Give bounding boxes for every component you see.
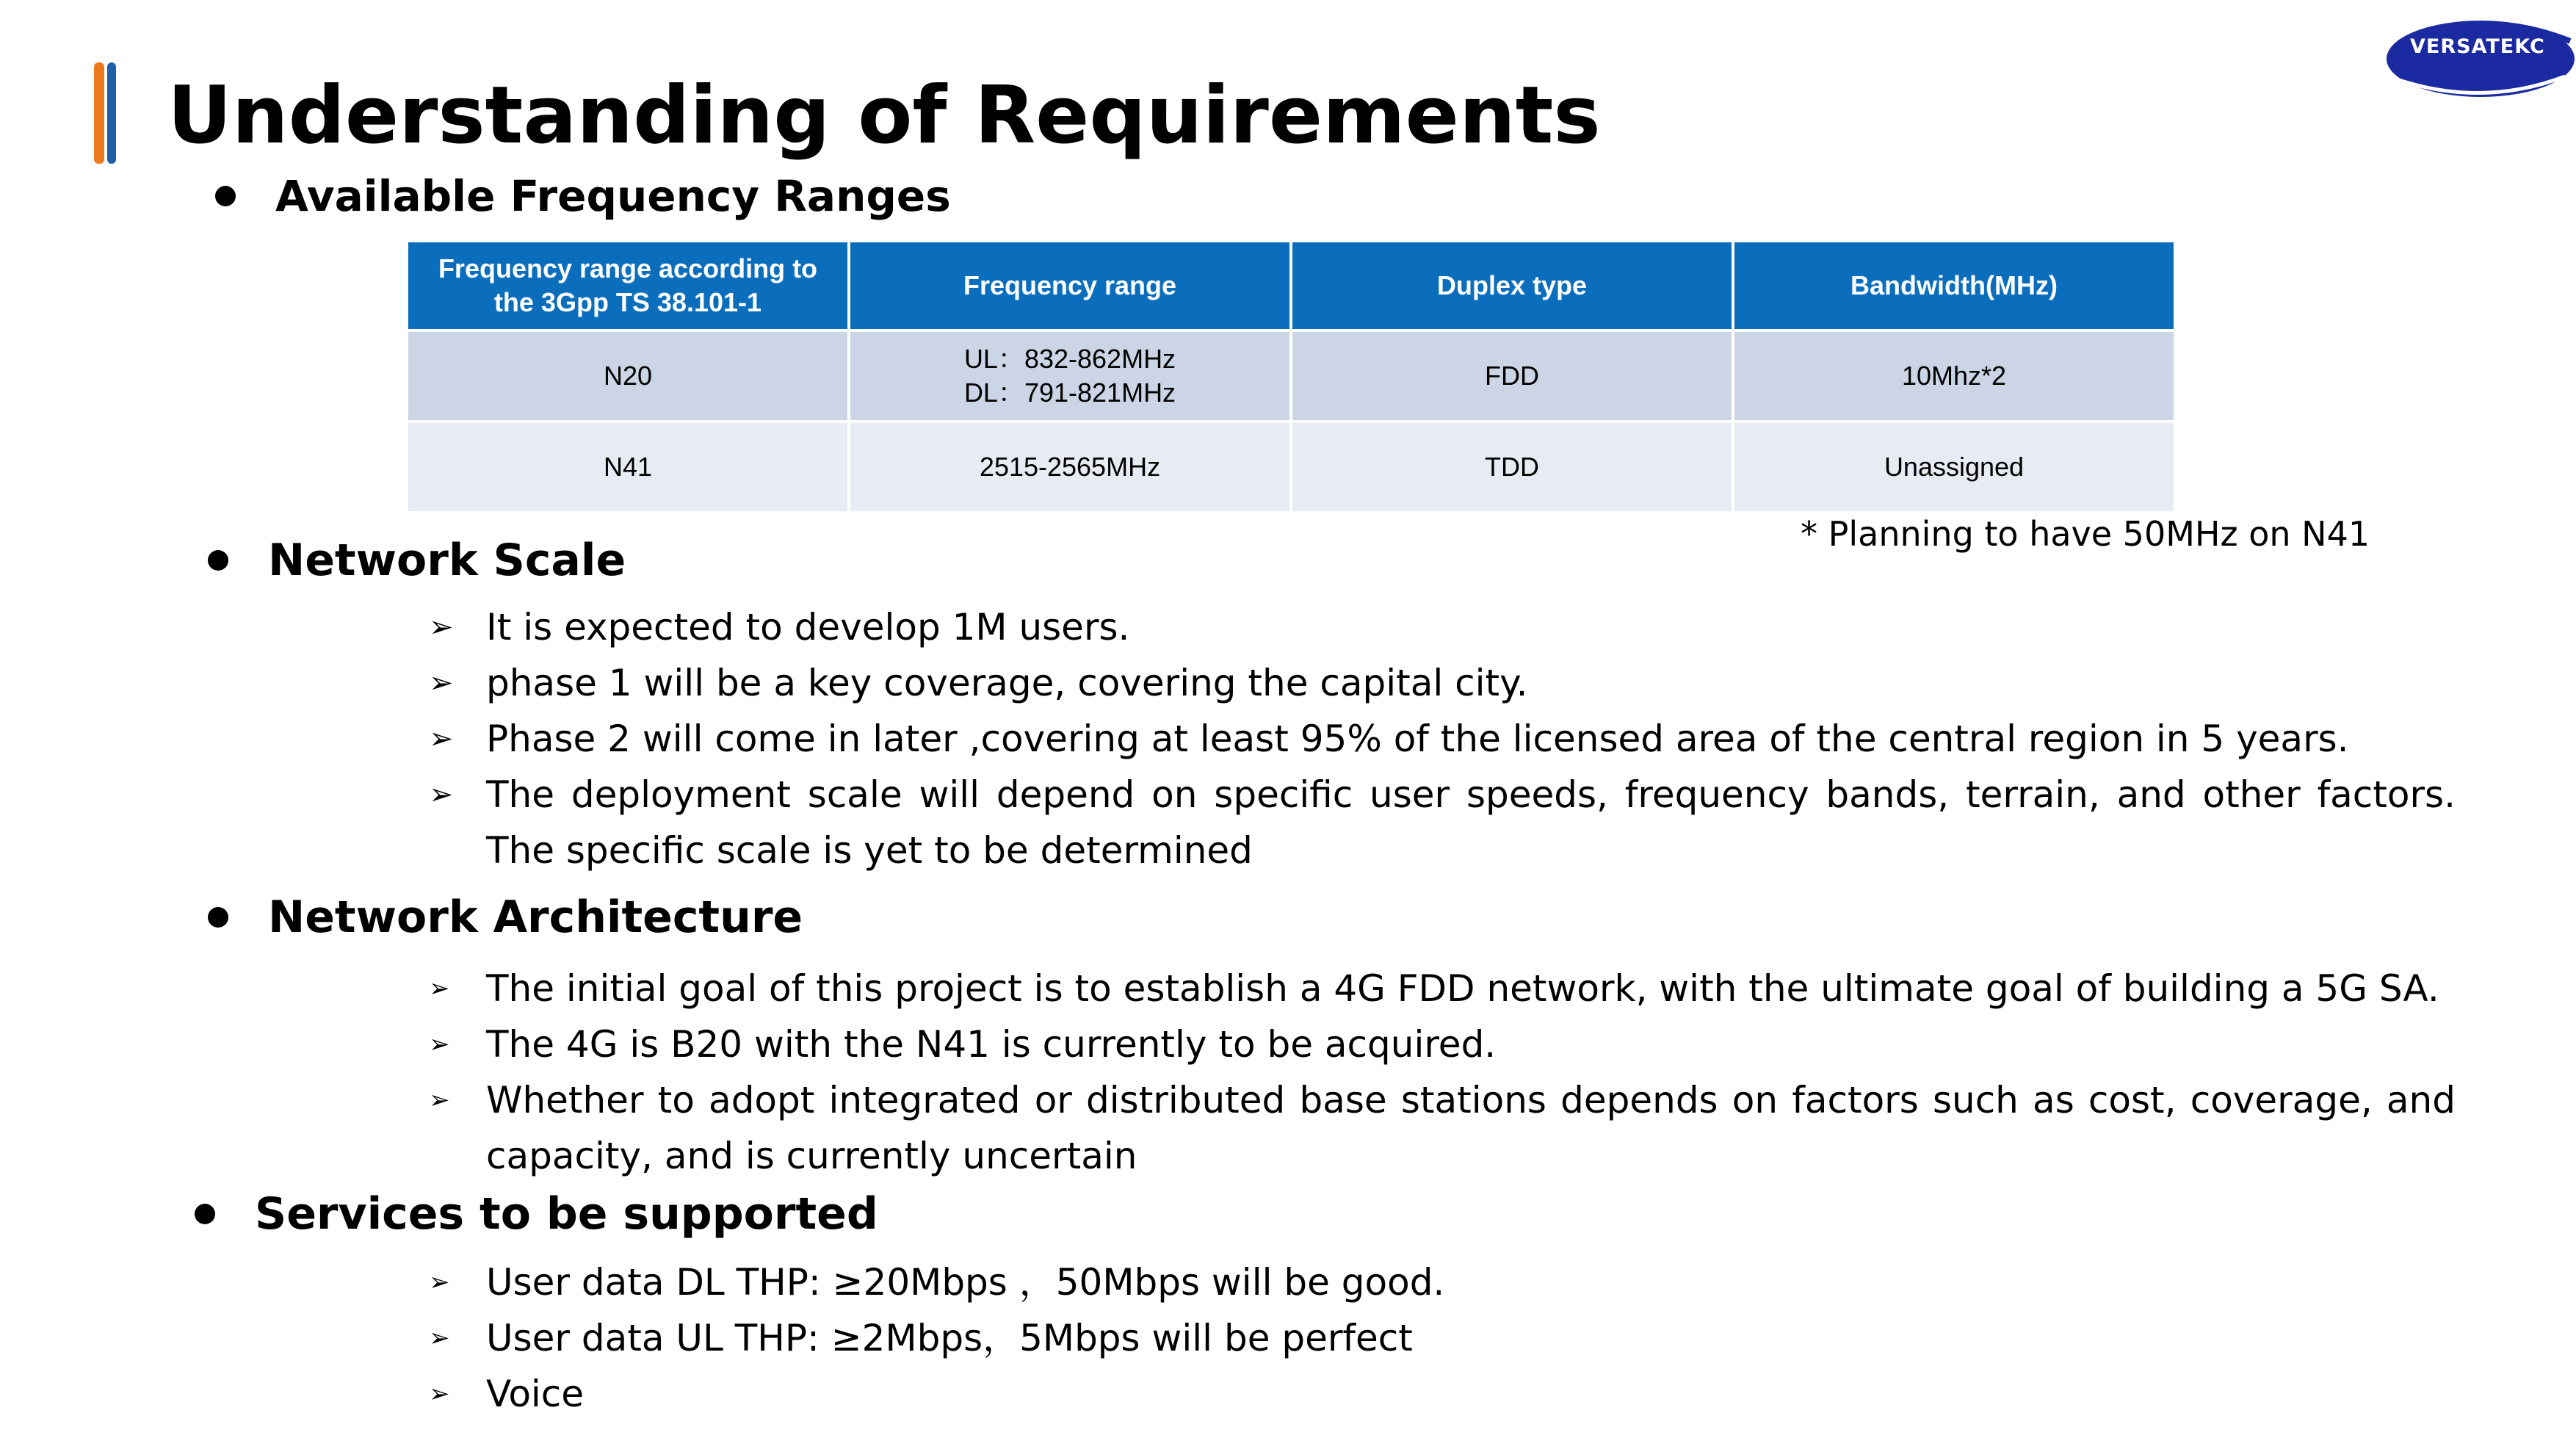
- bullet-dot: [208, 907, 228, 928]
- table-row: [408, 423, 2174, 511]
- table-cell-range: [850, 332, 1289, 420]
- bullet-dot: [208, 550, 228, 571]
- arrow-bullet-icon: ➢: [429, 666, 454, 700]
- arrow-bullet-icon: ➢: [429, 778, 454, 812]
- table-header-cell: Bandwidth(MHz): [1734, 242, 2174, 329]
- list-item-text: User data DL THP: ≥20Mbps ，50Mbps will be good.: [486, 1261, 1445, 1304]
- section-network-architecture: [208, 892, 803, 943]
- list-item-text: phase 1 will be a key coverage, covering the capital city.: [486, 662, 1528, 704]
- table-row: [408, 332, 2174, 420]
- list-item: [429, 655, 2456, 711]
- table-cell-duplex: TDD: [1292, 423, 1732, 511]
- list-item: [429, 1072, 2456, 1184]
- section-heading: Network Architecture: [268, 892, 803, 943]
- frequency-table: [405, 239, 2177, 514]
- list-item-text: The deployment scale will depend on specific user speeds, frequency bands, terrain, and other factors. The specific scale is yet to be determined: [486, 773, 2456, 872]
- section-heading: Available Frequency Ranges: [275, 171, 951, 221]
- arrow-bullet-icon: ➢: [429, 1323, 450, 1353]
- table-header-cell: Frequency range according to the 3Gpp TS 38.101-1: [408, 242, 847, 329]
- list-item: [429, 1310, 2456, 1366]
- list-item: [429, 767, 2456, 878]
- section-network-scale: [208, 535, 626, 586]
- network-architecture-list: [429, 961, 2456, 1184]
- section-frequency-ranges: [215, 171, 951, 221]
- table-cell-bandwidth: Unassigned: [1734, 423, 2174, 511]
- list-item-text: Voice: [486, 1373, 585, 1415]
- list-item-text: The 4G is B20 with the N41 is currently to be acquired.: [486, 1023, 1497, 1066]
- section-heading: Network Scale: [268, 535, 626, 586]
- list-item-text: Whether to adopt integrated or distributed base stations depends on factors such as cost, coverage, and capacity, and is currently uncertain: [486, 1079, 2456, 1177]
- list-item: [429, 711, 2456, 767]
- list-item: [429, 961, 2456, 1016]
- bullet-dot: [215, 186, 236, 206]
- list-item-text: The initial goal of this project is to establish a 4G FDD network, with the ultimate goal of building a 5G SA.: [486, 967, 2439, 1010]
- table-cell-band: N41: [408, 423, 847, 511]
- table-cell-range: 2515-2565MHz: [850, 423, 1289, 511]
- arrow-bullet-icon: ➢: [429, 610, 454, 644]
- table-cell-range-ul: UL：832-862MHz: [963, 344, 1176, 374]
- page-title: Understanding of Requirements: [167, 70, 1601, 162]
- network-scale-list: [429, 599, 2456, 878]
- logo-text: VERSATEKC: [2410, 35, 2545, 58]
- list-item-text: Phase 2 will come in later ,covering at least 95% of the licensed area of the central region in 5 years.: [486, 718, 2349, 760]
- arrow-bullet-icon: ➢: [429, 1379, 450, 1409]
- list-item: [429, 1254, 2456, 1310]
- list-item: [429, 1016, 2456, 1072]
- list-item: [429, 1366, 2456, 1422]
- arrow-bullet-icon: ➢: [429, 1085, 450, 1115]
- bullet-dot: [195, 1204, 215, 1224]
- arrow-bullet-icon: ➢: [429, 974, 450, 1003]
- table-header-cell: Duplex type: [1292, 242, 1732, 329]
- services-list: [429, 1254, 2456, 1422]
- table-header-row: [408, 242, 2174, 329]
- title-accent-bar-blue: [107, 62, 116, 164]
- list-item-text: It is expected to develop 1M users.: [486, 606, 1130, 648]
- table-cell-duplex: FDD: [1292, 332, 1732, 420]
- arrow-bullet-icon: ➢: [429, 722, 454, 756]
- table-cell-band: N20: [408, 332, 847, 420]
- arrow-bullet-icon: ➢: [429, 1030, 450, 1059]
- table-cell-range-dl: DL：791-821MHz: [963, 377, 1176, 408]
- section-services: [195, 1188, 878, 1240]
- table-footnote: * Planning to have 50MHz on N41: [1801, 514, 2370, 554]
- list-item-text: User data UL THP: ≥2Mbps，5Mbps will be perfect: [486, 1317, 1413, 1359]
- section-heading: Services to be supported: [255, 1188, 878, 1240]
- table-cell-bandwidth: 10Mhz*2: [1734, 332, 2174, 420]
- list-item: [429, 599, 2456, 655]
- table-header-cell: Frequency range: [850, 242, 1289, 329]
- arrow-bullet-icon: ➢: [429, 1268, 450, 1297]
- title-accent-bar-orange: [94, 62, 104, 164]
